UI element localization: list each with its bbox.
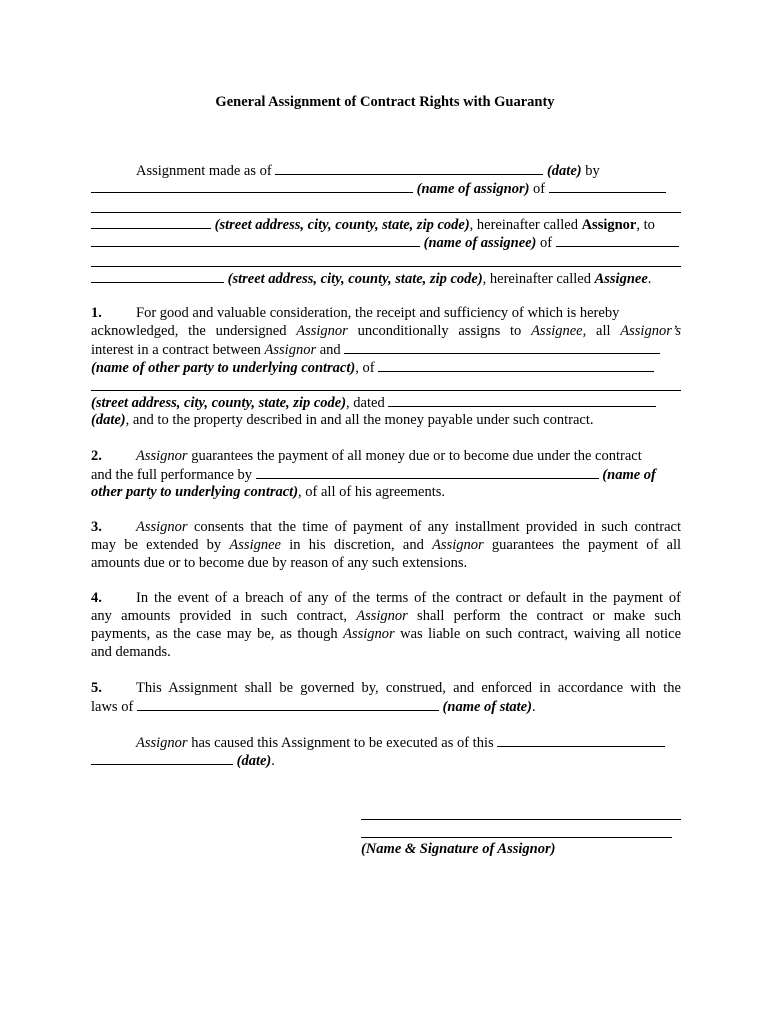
document-title: General Assignment of Contract Rights with Guaranty (215, 94, 555, 110)
other-party-of-blank[interactable] (378, 358, 654, 372)
contract-date-blank[interactable] (388, 393, 656, 407)
clause-number: 4. (91, 590, 102, 606)
clause-number: 3. (91, 519, 102, 535)
opening-line-2: (name of assignor) of (91, 179, 681, 197)
name-line[interactable] (361, 837, 672, 838)
p2-line-2: and the full performance by (name of (91, 467, 656, 483)
p1-line-6: (street address, city, county, state, zip code), dated (91, 393, 681, 411)
state-name-blank[interactable] (137, 697, 439, 711)
assignor-name-blank[interactable] (91, 179, 413, 193)
assignee-address-blank[interactable] (91, 269, 224, 283)
assignor-address-blank[interactable] (91, 215, 211, 229)
clause-number: 5. (91, 680, 102, 696)
execution-line-1: Assignor has caused this Assignment to be executed as of this (91, 733, 681, 751)
p5-line-1: 5. This Assignment shall be governed by, construed, and enforced in accordance with the (91, 680, 681, 696)
p4-line-2: any amounts provided in such contract, Assignor shall perform the contract or make such (91, 608, 682, 624)
execution-date-blank-2[interactable] (91, 751, 233, 765)
p4-line-3: payments, as the case may be, as though Assignor was liable on such contract, waiving all notice (91, 626, 682, 642)
p3-line-2: may be extended by Assignee in his discretion, and Assignor guarantees the payment of all (91, 537, 682, 553)
p5-line-2: laws of (name of state). (91, 699, 536, 715)
p3-line-1: 3. Assignor consents that the time of payment of any installment provided in such contract (91, 519, 682, 535)
clause-number: 1. (91, 305, 102, 321)
p2-line-3: other party to underlying contract), of all of his agreements. (91, 484, 446, 500)
other-party-blank[interactable] (344, 340, 660, 354)
date-blank[interactable] (275, 161, 543, 175)
opening-line-7: (street address, city, county, state, zip code), hereinafter called Assignee. (91, 269, 681, 287)
execution-line-2: (date). (91, 751, 681, 769)
p1-line-2: acknowledged, the undersigned Assignor unconditionally assigns to Assignee, all Assignor’s (91, 323, 681, 339)
execution-date-blank[interactable] (497, 733, 665, 747)
other-party-address-blank-line[interactable] (91, 390, 681, 391)
signature-label: (Name & Signature of Assignor) (361, 841, 556, 857)
opening-line-5: (name of assignee) of (91, 233, 681, 251)
opening-line-1: Assignment made as of (date) by (136, 163, 600, 179)
p3-line-3: amounts due or to become due by reason of any such extensions. (91, 555, 468, 571)
assignor-address-blank-line[interactable] (91, 212, 681, 213)
p4-line-1: 4. In the event of a breach of any of the terms of the contract or default in the payment of (91, 590, 681, 606)
p1-line-3: interest in a contract between Assignor and (91, 340, 681, 358)
p1-line-1: 1. For good and valuable consideration, the receipt and sufficiency of which is hereby (91, 305, 620, 321)
p1-line-4: (name of other party to underlying contract), of (91, 358, 681, 376)
assignee-of-blank[interactable] (556, 233, 679, 247)
p1-line-7: (date), and to the property described in and all the money payable under such contract. (91, 412, 594, 428)
assignor-of-blank[interactable] (549, 179, 666, 193)
assignee-name-blank[interactable] (91, 233, 420, 247)
performance-party-blank[interactable] (256, 465, 599, 479)
opening-line-4: (street address, city, county, state, zip code), hereinafter called Assignor, to (91, 215, 681, 233)
p4-line-4: and demands. (91, 644, 171, 660)
p2-line-1: 2. Assignor guarantees the payment of all money due or to become due under the contract (91, 448, 642, 464)
clause-number: 2. (91, 448, 102, 464)
signature-line[interactable] (361, 819, 681, 820)
assignee-address-blank-line[interactable] (91, 266, 681, 267)
